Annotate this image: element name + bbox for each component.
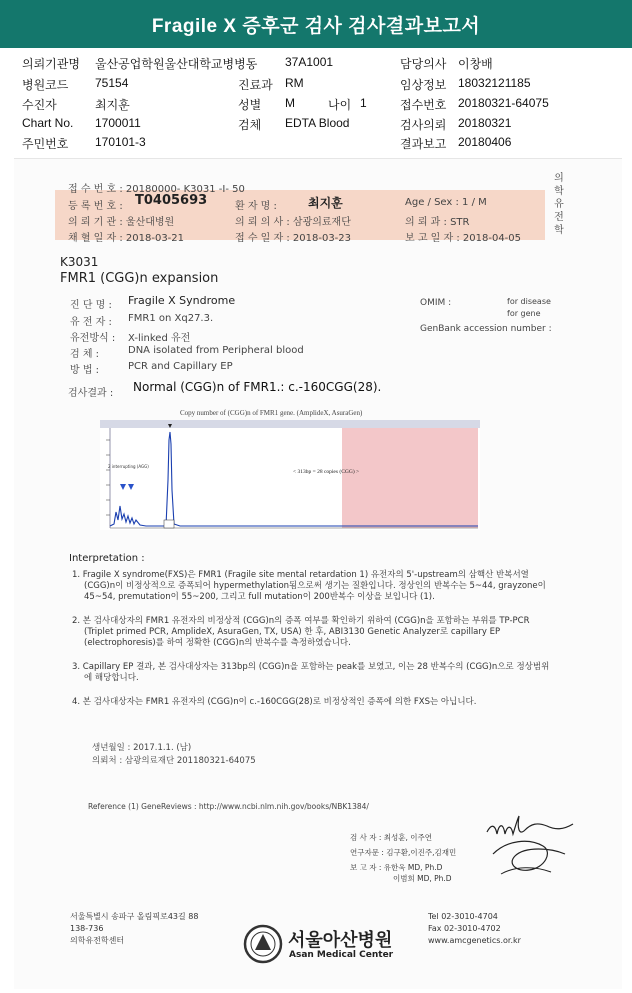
receipt-label: 접수번호 [400, 98, 447, 112]
report-label: 결과보고 [400, 137, 447, 151]
inst-value: 울산공업학원울산대학교병병동 [95, 57, 258, 71]
req-inst: 의 뢰 기 관 : 울산대병원 [68, 217, 175, 228]
inst-label: 의뢰기관명 [22, 57, 80, 71]
interp-item-4: 4. 본 검사대상자는 FMR1 유전자의 (CGG)n이 c.-160CGG(28)로 비정상적인 증폭에 의한 FXS는 아닙니다. [72, 697, 477, 707]
inherit-label: 유전방식 : [70, 333, 116, 344]
test-name: FMR1 (CGG)n expansion [60, 271, 219, 286]
recv-date: 접 수 일 자 : 2018-03-23 [235, 233, 352, 244]
doctor-value: 이창배 [458, 57, 493, 71]
age-label: 나이 [328, 98, 352, 112]
omim-disease: for disease [507, 297, 551, 306]
peak-label-box [164, 520, 174, 528]
address-line-1: 서울특별시 송파구 올림픽로43길 88 [70, 912, 199, 921]
chart-ruler [100, 420, 480, 428]
requester: 의뢰처 : 삼광의료재단 201180321-64075 [92, 756, 256, 766]
result-value: Normal (CGG)n of FMR1.: c.-160CGG(28). [133, 380, 382, 394]
hospital-name-ko: 서울아산병원 [288, 930, 393, 951]
researcher: 연구자문 : 김구환,이진주,김재민 [350, 848, 457, 857]
method-label: 방 법 : [70, 365, 100, 376]
patient-name-label: 환 자 명 : [235, 201, 277, 212]
receipt-value: 20180321-64075 [458, 96, 549, 110]
draw-date: 채 혈 일 자 : 2018-03-21 [68, 233, 185, 244]
interpretation [69, 553, 552, 721]
website: www.amcgenetics.or.kr [428, 936, 521, 945]
resident-label: 주민번호 [22, 137, 69, 151]
side-label: 의학유전학 [554, 173, 564, 236]
method-value: PCR and Capillary EP [128, 361, 233, 372]
omim-gene: for gene [507, 309, 541, 318]
req-dept: 의 뢰 과 : STR [405, 217, 470, 228]
gene-label: 유 전 자 : [70, 317, 112, 328]
doctor-label: 담당의사 [400, 57, 447, 71]
copies-annotation: < 313bp = 28 copies (CGG) > [293, 469, 360, 475]
diag-value: Fragile X Syndrome [128, 294, 236, 307]
resident-value: 170101-3 [95, 135, 146, 149]
reporter-1: 보 고 자 : 유한욱 MD, Ph.D [350, 863, 443, 872]
interp-item-3: 3. Capillary EP 결과, 본 검사대상자는 313bp의 (CGG)n을 포함하는 peak를 보였고, 이는 28 반복수의 (CGG)n으로 정상범위에 해당합니다. [72, 662, 550, 683]
reporter-2: 이범희 MD, Ph.D [393, 874, 452, 883]
req-doc: 의 뢰 의 사 : 삼광의료재단 [235, 217, 351, 228]
report-date: 보 고 일 자 : 2018-04-05 [405, 233, 522, 244]
interp-item-2: 2. 본 검사대상자의 FMR1 유전자의 비정상적 (CGG)n의 증폭 여부를 확인하기 위하여 (CGG)n을 포함하는 부위를 TP-PCR (Triplet primed PCR, AmplideX, AsuraGen, TX, USA) 한 후, ABI3130 Genetic Analyzer로 capillary EP (electrophoresis)를 하여 정확한 (CGG)n의 반복수를 측정하였습니다. [72, 616, 530, 648]
expanded-zone [342, 428, 478, 528]
patient-name-value: 최지훈 [308, 196, 343, 210]
result-label: 검사결과 : [68, 388, 114, 399]
inherit-value: X-linked 유전 [128, 333, 191, 344]
tester: 검 사 자 : 최성훈, 이주연 [350, 833, 433, 842]
address-line-2: 138-736 [70, 924, 104, 933]
report-title: Fragile X 증후군 검사 검사결과보고서 [0, 0, 632, 48]
inst-code: 37A1001 [285, 55, 334, 69]
reg-value: T0405693 [135, 193, 208, 208]
tel: Tel 02-3010-4704 [428, 912, 498, 921]
chart-label: Chart No. [22, 116, 74, 130]
test-code: K3031 [60, 255, 99, 269]
agg-label: 2 interrupting (AGG) [108, 464, 149, 469]
signature-stroke [493, 841, 565, 870]
sample-value: DNA isolated from Peripheral blood [128, 345, 304, 356]
chart-title: Copy number of (CGG)n of FMR1 gene. (AmplideX, AsuraGen) [180, 409, 363, 417]
gene-value: FMR1 on Xq27.3. [128, 313, 214, 324]
sex-value: M [285, 96, 295, 110]
specimen-value: EDTA Blood [285, 116, 350, 130]
omim-label: OMIM : [420, 298, 452, 308]
fax: Fax 02-3010-4702 [428, 924, 501, 933]
reference: Reference (1) GeneReviews : http://www.ncbi.nlm.nih.gov/books/NBK1384/ [88, 802, 369, 811]
electropherogram-chart [100, 420, 480, 530]
reception-no: 접 수 번 호 : 20180000- K3031 -I- 50 [68, 184, 245, 195]
sex-label: 성별 [238, 98, 262, 112]
address-line-3: 의학유전학센터 [70, 936, 125, 945]
req-label: 검사의뢰 [400, 118, 447, 132]
genbank-label: GenBank accession number : [420, 324, 552, 334]
clinical-value: 18032121185 [458, 76, 531, 90]
dept-label: 진료과 [238, 78, 273, 92]
birth-date: 생년월일 : 2017.1.1. (남) [92, 743, 192, 753]
hospital-emblem-icon [243, 924, 283, 964]
dept-value: RM [285, 76, 304, 90]
hosp-code-label: 병원코드 [22, 78, 69, 92]
reg-label: 등 록 번 호 : [68, 201, 123, 212]
chart-value: 1700011 [95, 116, 141, 130]
sample-label: 검 체 : [70, 349, 100, 360]
age-sex: Age / Sex : 1 / M [405, 197, 487, 208]
patient-label: 수진자 [22, 98, 57, 112]
signature [455, 810, 585, 890]
age-value: 1 [360, 96, 367, 110]
signature-stroke [487, 816, 573, 834]
diag-label: 진 단 명 : [70, 300, 112, 311]
interp-title: Interpretation : [69, 553, 145, 564]
patient-value: 최지훈 [95, 98, 130, 112]
req-value: 20180321 [458, 116, 512, 130]
report-value: 20180406 [458, 135, 512, 149]
interp-item-1: 1. Fragile X syndrome(FXS)은 FMR1 (Fragile site mental retardation 1) 유전자의 5'-upstream의 삼핵산 반복서열 (CGG)n이 비정상적으로 증폭되어 hypermethylation됨으로써 생기는 질환입니다. 정상인의 반복수는 5~44, grayzone이 45~54, premutation이 55~200, 그리고 full mutation이 200반복수 이상을 보입니다 (1). [72, 570, 546, 602]
hospital-name-en: Asan Medical Center [289, 950, 394, 960]
specimen-label: 검체 [238, 118, 262, 132]
hosp-code-value: 75154 [95, 76, 129, 90]
clinical-label: 임상정보 [400, 78, 447, 92]
